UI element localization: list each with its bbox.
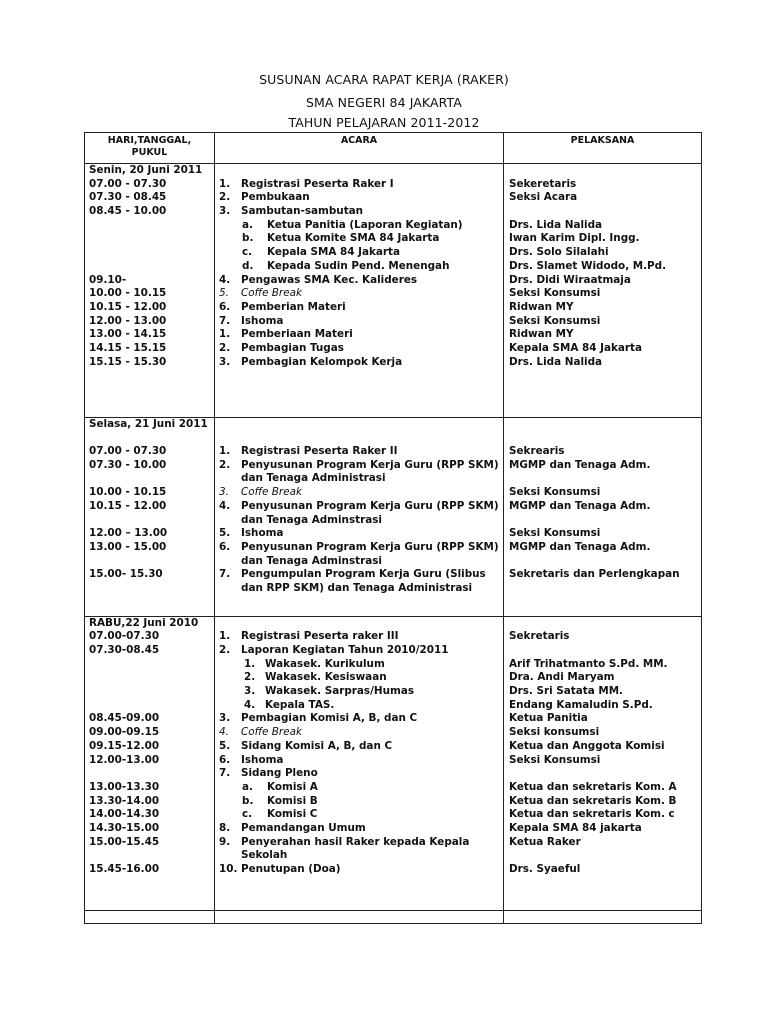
agenda-item [215,472,503,486]
day1-time: 10.15 - 12.00 [89,300,167,313]
agenda-item-text: dan Tenaga Administrasi [241,472,386,485]
person-in-charge [504,514,701,528]
person-in-charge: Sekrearis [509,445,565,458]
day2-time: 10.00 - 10.15 [89,486,167,499]
person-in-charge: Arif Trihatmanto S.Pd. MM. [509,657,668,670]
agenda-item-text: Kepala SMA 84 Jakarta [267,246,401,259]
day1-time: 08.45 - 10.00 [89,205,167,218]
day1-time: 12.00 - 13.00 [89,314,167,327]
agenda-item [215,836,503,850]
agenda-item-number: 10. [219,863,238,875]
school-name: SMA NEGERI 84 JAKARTA [306,95,462,110]
day1-time [85,246,214,260]
empty-cell-1 [85,911,215,924]
agenda-item [215,178,503,192]
day3-time [85,658,214,672]
agenda-item [215,541,503,555]
person-in-charge: Drs. Sri Satata MM. [509,685,623,698]
agenda-item-number: c. [242,246,253,259]
day3-time: 07.30-08.45 [89,644,160,656]
agenda-item-text: Kepala TAS. [265,698,335,711]
person-in-charge: Seksi konsumsi [509,726,600,739]
agenda-item-text: Pembukaan [241,191,310,204]
agenda-item-number: 8. [219,821,231,834]
day2-time: 10.15 - 12.00 [89,499,167,512]
day3-time: 09.00-09.15 [89,726,160,739]
person-in-charge: Endang Kamaludin S.Pd. [509,698,653,711]
agenda-item-text: dan RPP SKM) dan Tenaga Administrasi [241,581,473,594]
agenda-item-text: Komisi B [267,794,318,807]
agenda-item-text: Wakasek. Kurikulum [265,657,385,670]
day3-time: 15.00-15.45 [89,835,160,848]
spacer [85,877,214,891]
day3-time: 15.45-16.00 [89,863,160,875]
day2-time [85,582,214,596]
agenda-item-text: dan Tenaga Adminstrasi [241,554,382,567]
agenda-item [215,754,503,768]
person-in-charge: MGMP dan Tenaga Adm. [509,540,651,553]
day2-acara-cell [215,417,504,616]
agenda-item-text: Penyusunan Program Kerja Guru (RPP SKM) [241,458,499,471]
agenda-item [215,671,503,685]
agenda-item-number: 3. [219,205,231,218]
agenda-item [215,527,503,541]
agenda-item-text: Pembagian Komisi A, B, dan C [241,712,418,725]
person-in-charge: Seksi Konsumsi [509,753,601,766]
day1-time [85,219,214,233]
day1-time: 14.15 - 15.15 [89,341,167,354]
person-in-charge: Ketua dan sekretaris Kom. B [509,794,677,807]
day2-time: 15.00- 15.30 [89,568,163,581]
agenda-item-number: 7. [219,767,231,780]
agenda-item-text: dan Tenaga Adminstrasi [241,513,382,526]
agenda-item-text: Registrasi Peserta raker III [241,630,399,643]
agenda-item-number: b. [242,232,254,245]
agenda-item-number: 3. [219,355,231,368]
agenda-item [215,781,503,795]
agenda-item [215,767,503,781]
person-in-charge [504,644,701,658]
agenda-item-text: Registrasi Peserta Raker I [241,177,394,190]
agenda-item-text: Coffe Break [241,287,302,300]
agenda-item-text: Pemandangan Umum [241,821,366,834]
person-in-charge: Ketua Raker [509,835,581,848]
day2-time: 07.30 - 10.00 [89,458,167,471]
empty-cell-2 [215,911,504,924]
agenda-item [215,685,503,699]
person-in-charge: Dra. Andi Maryam [509,671,615,684]
agenda-item-number: 3. [219,712,231,725]
person-in-charge: MGMP dan Tenaga Adm. [509,458,651,471]
agenda-item-text: Laporan Kegiatan Tahun 2010/2011 [241,644,449,656]
person-in-charge: Ketua dan Anggota Komisi [509,739,665,752]
agenda-item-text: Sekolah [241,849,288,862]
person-in-charge: Kepala SMA 84 jakarta [509,821,642,834]
day3-date: RABU,22 Juni 2010 [89,616,199,629]
agenda-item-number: 2. [244,671,256,684]
table-row-empty [85,911,702,924]
day2-time [85,472,214,486]
agenda-item-number: 9. [219,835,231,848]
agenda-item-number: 1. [219,630,231,643]
person-in-charge: Sekeretaris [509,177,577,190]
agenda-item-number: 4. [219,273,231,286]
day3-time [85,849,214,863]
table-row-day3 [85,616,702,911]
person-in-charge: Drs. Lida Nalida [509,355,603,368]
person-in-charge: Sekretaris dan Perlengkapan [509,568,680,581]
person-in-charge: Ketua Panitia [509,712,588,725]
agenda-item [215,287,503,301]
agenda-item [215,500,503,514]
agenda-item [215,514,503,528]
day3-time [85,767,214,781]
agenda-item [215,644,503,658]
person-in-charge: Seksi Konsumsi [509,527,601,540]
agenda-item [215,232,503,246]
day3-time: 14.30-15.00 [89,821,160,834]
person-in-charge: Seksi Konsumsi [509,314,601,327]
agenda-item-number: d. [242,259,254,272]
day1-times-cell [85,164,215,418]
day1-date: Senin, 20 Juni 2011 [89,164,203,176]
agenda-item-number: 1. [219,177,231,190]
agenda-item [215,795,503,809]
agenda-item-text: Sidang Komisi A, B, dan C [241,739,393,752]
day2-times-cell [85,417,215,616]
person-in-charge: Drs. Lida Nalida [509,218,603,231]
agenda-item [215,568,503,582]
agenda-item [215,260,503,274]
agenda-item-number: 2. [219,191,231,204]
header-acara: ACARA [215,133,504,164]
agenda-item [215,822,503,836]
header-waktu [85,133,215,164]
day3-time [85,671,214,685]
schedule-table [84,132,702,924]
agenda-item [215,849,503,863]
agenda-item-text: Sidang Pleno [241,767,318,780]
agenda-item-number: 4. [219,499,231,512]
day1-time: 13.00 - 14.15 [89,328,167,341]
agenda-item-number: 5. [219,527,231,540]
agenda-item-number: 2. [219,644,231,656]
agenda-item [215,699,503,713]
agenda-item-number: 2. [219,458,231,471]
agenda-item-text: Pengawas SMA Kec. Kalideres [241,273,418,286]
day1-time: 07.00 - 07.30 [89,177,167,190]
person-in-charge: MGMP dan Tenaga Adm. [509,499,651,512]
agenda-item-number: 4. [244,698,256,711]
person-in-charge: Seksi Konsumsi [509,486,601,499]
day2-time: 12.00 – 13.00 [89,527,168,540]
person-in-charge: Ridwan MY [509,328,574,341]
agenda-item [215,459,503,473]
day3-times-cell [85,616,215,911]
agenda-item-number: 7. [219,568,231,581]
day1-time: 09.10- [89,273,127,286]
agenda-item-text: Penyerahan hasil Raker kepada Kepala [241,835,470,848]
agenda-item-text: Ishoma [241,314,284,327]
agenda-item [215,555,503,569]
agenda-item-number: 3. [219,486,229,499]
agenda-item [215,740,503,754]
day1-acara-cell [215,164,504,418]
spacer [85,397,214,417]
day2-time: 07.00 - 07.30 [89,445,167,458]
header-pelaksana: PELAKSANA [504,133,702,164]
spacer [85,596,214,616]
person-in-charge: Drs. Slamet Widodo, M.Pd. [509,259,667,272]
day3-time: 12.00-13.00 [89,753,160,766]
agenda-item-text: Coffe Break [241,726,302,739]
day3-time: 13.00-13.30 [89,780,160,793]
agenda-item-number: a. [242,218,253,231]
person-in-charge: Drs. Didi Wiraatmaja [509,273,631,286]
agenda-item-number: 6. [219,753,231,766]
day3-time: 14.00-14.30 [89,808,160,821]
day2-date: Selasa, 21 Juni 2011 [89,417,208,430]
day2-time [85,555,214,569]
agenda-item-text: Sambutan-sambutan [241,205,364,218]
agenda-item-number: 6. [219,300,231,313]
agenda-item-number: 6. [219,540,231,553]
person-in-charge: Seksi Konsumsi [509,287,601,300]
agenda-item-number: 7. [219,314,231,327]
agenda-item [215,726,503,740]
agenda-item [215,274,503,288]
day1-pelaksana-cell [504,164,702,418]
person-in-charge: Iwan Karim Dipl. Ingg. [509,232,640,245]
day2-pelaksana-cell [504,417,702,616]
agenda-item [215,191,503,205]
agenda-item [215,658,503,672]
agenda-item-text: Pembagian Kelompok Kerja [241,355,403,368]
day1-time [85,260,214,274]
person-in-charge: Kepala SMA 84 Jakarta [509,341,643,354]
agenda-item-number: 1. [244,657,256,670]
agenda-item [215,712,503,726]
agenda-item-number: 3. [244,685,256,698]
agenda-item-text: Coffe Break [241,486,302,499]
agenda-item [215,486,503,500]
person-in-charge: Drs. Solo Silalahi [509,246,609,259]
agenda-item-text: Penutupan (Doa) [241,863,341,875]
agenda-item-text: Penyusunan Program Kerja Guru (RPP SKM) [241,499,499,512]
agenda-item-number: 1. [219,445,231,458]
day3-time [85,699,214,713]
agenda-item-number: 4. [219,726,229,739]
agenda-item-number: 5. [219,287,229,300]
agenda-item-text: Pemberian Materi [241,300,346,313]
agenda-item-text: Wakasek. Kesiswaan [265,671,387,684]
day1-time: 07.30 - 08.45 [89,191,167,204]
agenda-item-number: a. [242,780,253,793]
agenda-item [215,315,503,329]
day1-time [85,232,214,246]
agenda-item [215,582,503,596]
agenda-item-text: Ishoma [241,527,284,540]
agenda-item [215,445,503,459]
table-header-row [85,133,702,164]
agenda-item-text: Ketua Panitia (Laporan Kegiatan) [267,218,463,231]
agenda-item [215,808,503,822]
day3-time: 13.30-14.00 [89,794,160,807]
person-in-charge [504,555,701,569]
agenda-item [215,219,503,233]
agenda-item-number: c. [242,808,253,821]
person-in-charge: Ridwan MY [509,300,574,313]
agenda-item [215,301,503,315]
day3-time [85,685,214,699]
day3-time: 09.15-12.00 [89,739,160,752]
person-in-charge [504,767,701,781]
agenda-item-text: Ketua Komite SMA 84 Jakarta [267,232,440,245]
header-waktu-line1: HARI,TANGGAL, [107,135,192,146]
agenda-item-text: Penyusunan Program Kerja Guru (RPP SKM) [241,540,499,553]
agenda-item-text: Kepada Sudin Pend. Menengah [267,259,450,272]
agenda-item-text: Registrasi Peserta Raker II [241,445,398,458]
header-waktu-line2: PUKUL [131,147,168,158]
document-title: SUSUNAN ACARA RAPAT KERJA (RAKER) [259,72,509,87]
day2-time [85,514,214,528]
person-in-charge [504,582,701,596]
agenda-item [215,342,503,356]
day1-time: 10.00 - 10.15 [89,287,167,300]
person-in-charge: Ketua dan sekretaris Kom. A [509,780,677,793]
person-in-charge [504,472,701,486]
agenda-item-text: Komisi A [267,780,318,793]
agenda-item [215,328,503,342]
agenda-item-number: 2. [219,341,231,354]
agenda-item-number: 1. [219,328,231,341]
table-row-day2 [85,417,702,616]
person-in-charge: Seksi Acara [509,191,578,204]
person-in-charge: Drs. Syaeful [509,863,581,875]
agenda-item-text: Komisi C [267,808,318,821]
agenda-item-text: Pembagian Tugas [241,341,344,354]
day1-time: 15.15 - 15.30 [89,355,167,368]
person-in-charge [504,205,701,219]
spacer [85,383,214,397]
agenda-item-text: Ishoma [241,753,284,766]
agenda-item [215,356,503,370]
day3-acara-cell [215,616,504,911]
agenda-item [215,205,503,219]
day3-pelaksana-cell [504,616,702,911]
agenda-item [215,630,503,644]
agenda-item-number: b. [242,794,254,807]
agenda-item-number: 5. [219,739,231,752]
agenda-item [215,863,503,877]
person-in-charge: Sekretaris [509,630,570,643]
person-in-charge [504,849,701,863]
table-row-day1 [85,164,702,418]
academic-year: TAHUN PELAJARAN 2011-2012 [288,115,480,130]
empty-cell-3 [504,911,702,924]
spacer [85,890,214,910]
person-in-charge: Ketua dan sekretaris Kom. c [509,808,675,821]
agenda-item-text: Wakasek. Sarpras/Humas [265,685,415,698]
spacer [85,369,214,383]
day2-time: 13.00 - 15.00 [89,540,167,553]
agenda-item [215,246,503,260]
day3-time: 07.00-07.30 [89,630,160,643]
day3-time: 08.45-09.00 [89,712,160,725]
agenda-item-text: Pemberiaan Materi [241,328,353,341]
agenda-item-text: Pengumpulan Program Kerja Guru (Slibus [241,568,486,581]
